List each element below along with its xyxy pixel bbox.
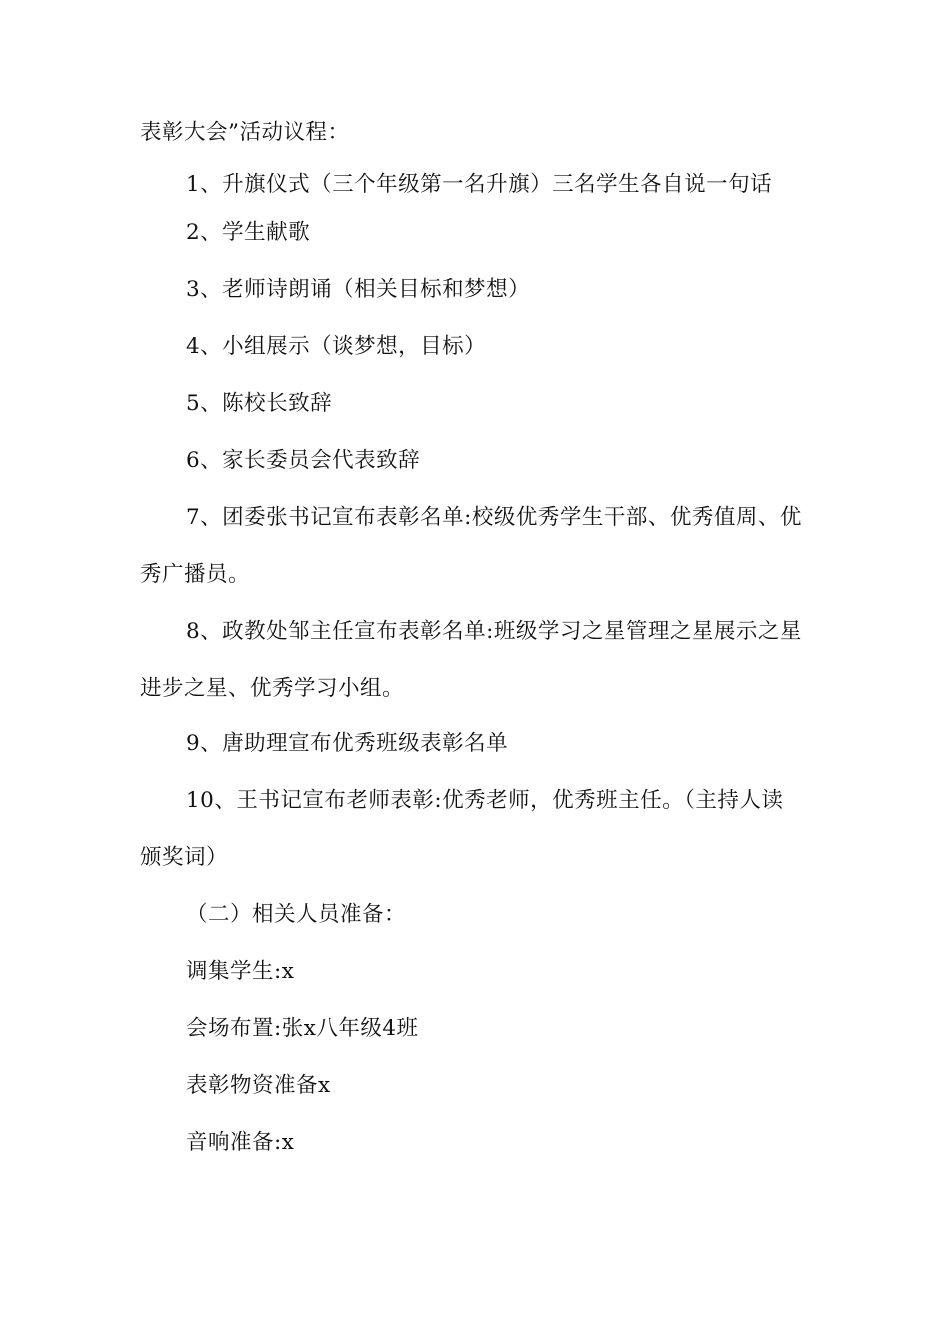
agenda-item-8-line-2: 进步之星、优秀学习小组。 [140,676,405,701]
agenda-item-1: 1、升旗仪式（三个年级第一名升旗）三名学生各自说一句话 [186,172,773,197]
personnel-item-2: 会场布置:张x八年级4班 [186,1016,419,1041]
agenda-item-10-line-1: 10、王书记宣布老师表彰:优秀老师，优秀班主任。（主持人读 [186,788,784,813]
agenda-item-6: 6、家长委员会代表致辞 [186,448,421,473]
personnel-item-1: 调集学生:x [186,959,295,984]
agenda-item-10-line-2: 颁奖词） [140,845,229,870]
agenda-heading: 表彰大会”活动议程： [140,120,350,145]
agenda-item-7-line-2: 秀广播员。 [140,562,251,587]
agenda-item-8-line-1: 8、政教处邹主任宣布表彰名单:班级学习之星管理之星展示之星 [186,619,802,644]
agenda-item-2: 2、学生献歌 [186,220,311,245]
agenda-item-9: 9、唐助理宣布优秀班级表彰名单 [186,731,509,756]
personnel-item-4: 音响准备:x [186,1130,295,1155]
agenda-item-4: 4、小组展示（谈梦想，目标） [186,334,487,359]
agenda-item-7-line-1: 7、团委张书记宣布表彰名单:校级优秀学生干部、优秀值周、优 [186,505,802,530]
personnel-item-3: 表彰物资准备x [186,1073,331,1098]
personnel-heading: （二）相关人员准备： [186,902,407,927]
agenda-item-5: 5、陈校长致辞 [186,391,333,416]
agenda-item-3: 3、老师诗朗诵（相关目标和梦想） [186,277,531,302]
